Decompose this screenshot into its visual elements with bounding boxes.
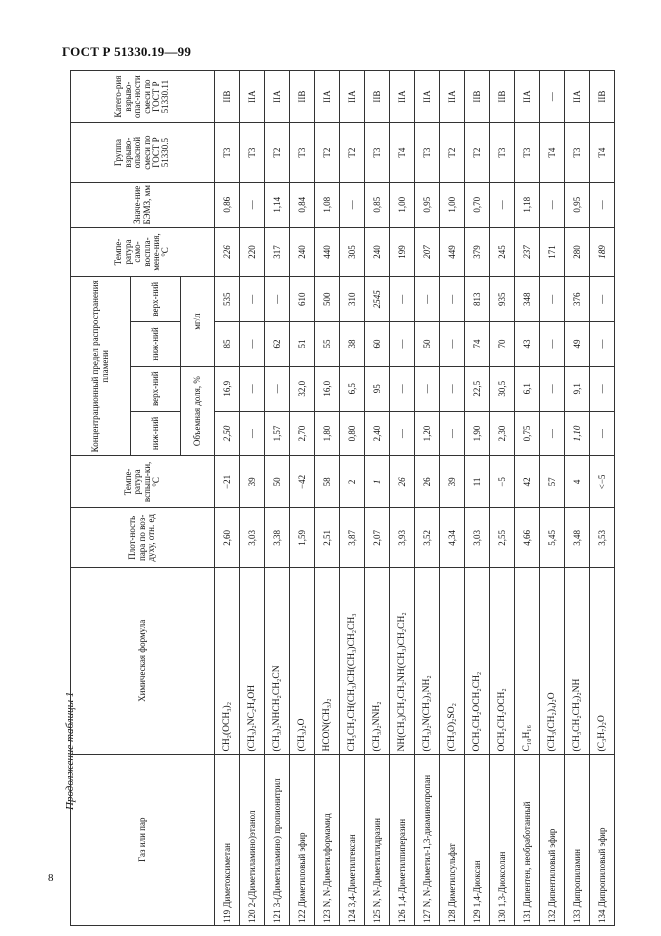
row-mass-upper: —	[590, 277, 615, 322]
col-header-density: Плот-ность пара по воз-духу, отн. ед	[71, 508, 215, 568]
page-number: 8	[48, 872, 54, 884]
col-header-vol-upper: верх-ний	[131, 366, 181, 411]
row-formula: (CH₃)₂NHCH₂CH₂CN	[265, 568, 290, 754]
row-name: 129 1,4-Диоксан	[465, 754, 490, 925]
row-autoignition: 440	[315, 227, 340, 277]
row-flash: 39	[240, 456, 265, 508]
row-vol-lower: 0,75	[515, 411, 540, 456]
row-vol-upper: 16,0	[315, 366, 340, 411]
row-mass-upper: —	[440, 277, 465, 322]
row-density: 3,48	[565, 508, 590, 568]
document-header: ГОСТ Р 51330.19—99	[62, 44, 192, 59]
row-vol-upper: 30,5	[490, 366, 515, 411]
col-header-besz: Значе-ние БЭМЗ, мм	[71, 182, 215, 227]
row-besz: 1,14	[265, 182, 290, 227]
row-autoignition: 220	[240, 227, 265, 277]
row-vol-upper: —	[590, 366, 615, 411]
row-density: 4,34	[440, 508, 465, 568]
row-group: T2	[265, 123, 290, 183]
row-mass-lower: —	[440, 322, 465, 367]
row-mass-lower: 55	[315, 322, 340, 367]
row-name: 131 Дипентен, необработанный	[515, 754, 540, 925]
row-mass-lower: 85	[215, 322, 240, 367]
row-group: T2	[340, 123, 365, 183]
row-besz: 1,08	[315, 182, 340, 227]
row-mass-upper: 310	[340, 277, 365, 322]
row-group: T3	[515, 123, 540, 183]
row-vol-upper: 22,5	[465, 366, 490, 411]
row-autoignition: 280	[565, 227, 590, 277]
row-mass-lower: —	[590, 322, 615, 367]
row-category: —	[540, 71, 565, 123]
col-header-gas: Газ или пар	[71, 754, 215, 925]
row-vol-upper: 6,1	[515, 366, 540, 411]
row-mass-lower: —	[240, 322, 265, 367]
row-besz: 1,00	[390, 182, 415, 227]
table-row	[515, 71, 540, 926]
row-formula: OCH₂CH₂OCH₂CH₂	[465, 568, 490, 754]
col-header-autoignition: Темпе-ратура само-воспла-мене-ния, °С	[71, 227, 215, 277]
row-group: T3	[290, 123, 315, 183]
row-vol-lower: 1,20	[415, 411, 440, 456]
row-category: IIA	[440, 71, 465, 123]
row-vol-lower: —	[590, 411, 615, 456]
row-flash: 39	[440, 456, 465, 508]
table-body	[215, 71, 615, 926]
row-mass-lower: 60	[365, 322, 390, 367]
row-besz: —	[490, 182, 515, 227]
row-flash: 57	[540, 456, 565, 508]
row-category: IIB	[590, 71, 615, 123]
table-row	[340, 71, 365, 926]
row-density: 1,59	[290, 508, 315, 568]
col-header-mass-unit: мг/л	[181, 277, 215, 366]
row-formula: (CH₃)₂NNH₂	[365, 568, 390, 754]
row-name: 132 Дипентиловый эфир	[540, 754, 565, 925]
table-row	[215, 71, 240, 926]
row-mass-upper: —	[390, 277, 415, 322]
row-density: 2,60	[215, 508, 240, 568]
col-header-conc-group: Концентрационный предел распространения пламени	[71, 277, 131, 456]
row-besz: —	[590, 182, 615, 227]
row-vol-upper: —	[440, 366, 465, 411]
row-group: T3	[240, 123, 265, 183]
row-name: 126 1,4-Диметилпиперазин	[390, 754, 415, 925]
row-mass-lower: —	[540, 322, 565, 367]
row-name: 124 3,4-Диметилгексан	[340, 754, 365, 925]
row-autoignition: 240	[365, 227, 390, 277]
row-flash: −42	[290, 456, 315, 508]
row-group: T3	[565, 123, 590, 183]
row-density: 3,03	[465, 508, 490, 568]
row-density: 5,45	[540, 508, 565, 568]
row-category: IIB	[465, 71, 490, 123]
row-density: 3,52	[415, 508, 440, 568]
row-name: 123 N, N-Диметилформамид	[315, 754, 340, 925]
table-row	[490, 71, 515, 926]
row-flash: −5	[490, 456, 515, 508]
row-formula: (CH₃)₂NC₂H₄OH	[240, 568, 265, 754]
row-category: IIB	[215, 71, 240, 123]
row-vol-upper: —	[390, 366, 415, 411]
row-formula: CH₂(OCH₃)₂	[215, 568, 240, 754]
row-name: 121 3-(Диметиламино) пропионитрил	[265, 754, 290, 925]
row-vol-lower: 2,70	[290, 411, 315, 456]
row-mass-lower: 51	[290, 322, 315, 367]
row-category: IIA	[265, 71, 290, 123]
row-flash: 4	[565, 456, 590, 508]
row-group: T2	[465, 123, 490, 183]
table-row	[365, 71, 390, 926]
row-vol-upper: —	[240, 366, 265, 411]
row-mass-upper: 500	[315, 277, 340, 322]
col-header-group: Группа взрыво-опасной смеси по ГОСТ Р 51330.5	[71, 123, 215, 183]
row-name: 119 Диметоксиметан	[215, 754, 240, 925]
row-mass-upper: 535	[215, 277, 240, 322]
row-mass-upper: 935	[490, 277, 515, 322]
row-autoignition: 379	[465, 227, 490, 277]
row-vol-upper: —	[265, 366, 290, 411]
row-mass-lower: 70	[490, 322, 515, 367]
row-category: IIA	[515, 71, 540, 123]
row-mass-lower: 74	[465, 322, 490, 367]
row-flash: 42	[515, 456, 540, 508]
row-autoignition: 189	[590, 227, 615, 277]
row-name: 120 2-(Диметиламино)этанол	[240, 754, 265, 925]
row-density: 3,03	[240, 508, 265, 568]
row-category: IIA	[315, 71, 340, 123]
row-vol-lower: —	[440, 411, 465, 456]
row-vol-upper: 95	[365, 366, 390, 411]
row-autoignition: 317	[265, 227, 290, 277]
row-vol-lower: 1,57	[265, 411, 290, 456]
row-flash: 2	[340, 456, 365, 508]
row-vol-upper: 32,0	[290, 366, 315, 411]
row-density: 2,51	[315, 508, 340, 568]
row-mass-lower: —	[390, 322, 415, 367]
row-vol-upper: 16,9	[215, 366, 240, 411]
col-header-category: Катего-рия взрыво-опас-ности смеси по ГОСТ Р 51330.11	[71, 71, 215, 123]
row-formula: (C₃H₇)₂O	[590, 568, 615, 754]
row-autoignition: 226	[215, 227, 240, 277]
table-row	[265, 71, 290, 926]
row-formula: NH(CH₃)CH₂CH₂NH(CH₃)CH₂CH₂	[390, 568, 415, 754]
data-table	[70, 70, 615, 926]
row-vol-lower: —	[540, 411, 565, 456]
row-flash: 1	[365, 456, 390, 508]
row-name: 130 1,3-Диоксолан	[490, 754, 515, 925]
col-header-mass-lower: ниж-ний	[131, 322, 181, 367]
row-mass-upper: —	[265, 277, 290, 322]
row-besz: 0,95	[565, 182, 590, 227]
row-besz: 0,95	[415, 182, 440, 227]
row-autoignition: 199	[390, 227, 415, 277]
row-autoignition: 171	[540, 227, 565, 277]
row-mass-upper: 610	[290, 277, 315, 322]
col-header-flash: Темпе-ратура вспыш-ки, °С	[71, 456, 215, 508]
table-row	[415, 71, 440, 926]
row-vol-lower: 1,10	[565, 411, 590, 456]
row-group: T3	[490, 123, 515, 183]
row-name: 133 Дипропиламин	[565, 754, 590, 925]
row-vol-lower: 1,80	[315, 411, 340, 456]
row-density: 3,93	[390, 508, 415, 568]
col-header-vol-lower: ниж-ний	[131, 411, 181, 456]
col-header-mass-upper: верх-ний	[131, 277, 181, 322]
row-vol-lower: —	[240, 411, 265, 456]
row-besz: 0,85	[365, 182, 390, 227]
row-name: 127 N, N-Диметил-1,3-диаминопропан	[415, 754, 440, 925]
row-name: 125 N, N-Диметилгидразин	[365, 754, 390, 925]
row-besz: —	[340, 182, 365, 227]
row-name: 122 Диметиловый эфир	[290, 754, 315, 925]
row-mass-upper: 2545	[365, 277, 390, 322]
row-density: 2,07	[365, 508, 390, 568]
row-group: T3	[215, 123, 240, 183]
row-group: T4	[590, 123, 615, 183]
row-category: IIA	[565, 71, 590, 123]
row-mass-upper: —	[540, 277, 565, 322]
row-besz: 0,86	[215, 182, 240, 227]
row-vol-lower: 2,40	[365, 411, 390, 456]
row-vol-lower: 0,80	[340, 411, 365, 456]
table-row	[240, 71, 265, 926]
row-flash: 11	[465, 456, 490, 508]
row-mass-upper: —	[240, 277, 265, 322]
row-mass-upper: 348	[515, 277, 540, 322]
row-category: IIA	[415, 71, 440, 123]
row-group: T2	[440, 123, 465, 183]
row-mass-lower: 49	[565, 322, 590, 367]
row-mass-lower: 38	[340, 322, 365, 367]
row-name: 128 Диметилсульфат	[440, 754, 465, 925]
row-density: 4,66	[515, 508, 540, 568]
row-mass-upper: 813	[465, 277, 490, 322]
row-vol-upper: 9,1	[565, 366, 590, 411]
row-flash: 26	[390, 456, 415, 508]
row-autoignition: 240	[290, 227, 315, 277]
row-flash: 50	[265, 456, 290, 508]
row-formula: (CH₃)₂N(CH₂)₃NH₂	[415, 568, 440, 754]
row-group: T3	[365, 123, 390, 183]
row-vol-lower: 1,90	[465, 411, 490, 456]
row-vol-lower: —	[390, 411, 415, 456]
row-formula: (CH₃O)₂SO₂	[440, 568, 465, 754]
table-row	[390, 71, 415, 926]
row-autoignition: 305	[340, 227, 365, 277]
row-density: 3,87	[340, 508, 365, 568]
row-besz: 1,00	[440, 182, 465, 227]
row-group: T2	[315, 123, 340, 183]
row-formula: C₁₀H₁₆	[515, 568, 540, 754]
row-autoignition: 449	[440, 227, 465, 277]
row-mass-upper: —	[415, 277, 440, 322]
row-mass-upper: 376	[565, 277, 590, 322]
row-group: T4	[390, 123, 415, 183]
row-vol-upper: —	[415, 366, 440, 411]
row-density: 2,55	[490, 508, 515, 568]
table-row	[565, 71, 590, 926]
row-mass-lower: 62	[265, 322, 290, 367]
row-autoignition: 245	[490, 227, 515, 277]
table-row	[440, 71, 465, 926]
row-flash: <−5	[590, 456, 615, 508]
row-formula: (CH₃)₂O	[290, 568, 315, 754]
row-autoignition: 237	[515, 227, 540, 277]
continuation-label: Продолжение таблицы 1	[64, 691, 76, 810]
col-header-vol-unit: Объемная доля, %	[181, 366, 215, 455]
row-formula: CH₃CH₂CH(CH₃)CH(CH₃)CH₂CH₃	[340, 568, 365, 754]
table-row	[465, 71, 490, 926]
table-row	[590, 71, 615, 926]
row-formula: (CH₃CH₂CH₂)₂NH	[565, 568, 590, 754]
row-vol-upper: 6,5	[340, 366, 365, 411]
row-mass-lower: 43	[515, 322, 540, 367]
row-mass-lower: 50	[415, 322, 440, 367]
table-row	[290, 71, 315, 926]
row-besz: —	[240, 182, 265, 227]
row-formula: HCON(CH₃)₂	[315, 568, 340, 754]
row-flash: 58	[315, 456, 340, 508]
rotated-table-container	[70, 70, 615, 926]
row-besz: 0,84	[290, 182, 315, 227]
row-formula: OCH₂CH₂OCH₂	[490, 568, 515, 754]
row-category: IIB	[290, 71, 315, 123]
row-category: IIB	[365, 71, 390, 123]
row-density: 3,38	[265, 508, 290, 568]
row-category: IIA	[240, 71, 265, 123]
row-flash: −21	[215, 456, 240, 508]
row-category: IIA	[340, 71, 365, 123]
row-besz: 0,70	[465, 182, 490, 227]
row-group: T3	[415, 123, 440, 183]
row-category: IIA	[390, 71, 415, 123]
row-density: 3,53	[590, 508, 615, 568]
row-besz: —	[540, 182, 565, 227]
row-autoignition: 207	[415, 227, 440, 277]
row-name: 134 Дипропиловый эфир	[590, 754, 615, 925]
row-vol-lower: 2,30	[490, 411, 515, 456]
row-formula: (CH₃(CH₂)₄)₂O	[540, 568, 565, 754]
row-vol-lower: 2,50	[215, 411, 240, 456]
row-vol-upper: —	[540, 366, 565, 411]
col-header-formula: Химическая формула	[71, 568, 215, 754]
row-group: T4	[540, 123, 565, 183]
row-besz: 1,18	[515, 182, 540, 227]
row-category: IIB	[490, 71, 515, 123]
table-row	[315, 71, 340, 926]
row-flash: 26	[415, 456, 440, 508]
table-row	[540, 71, 565, 926]
